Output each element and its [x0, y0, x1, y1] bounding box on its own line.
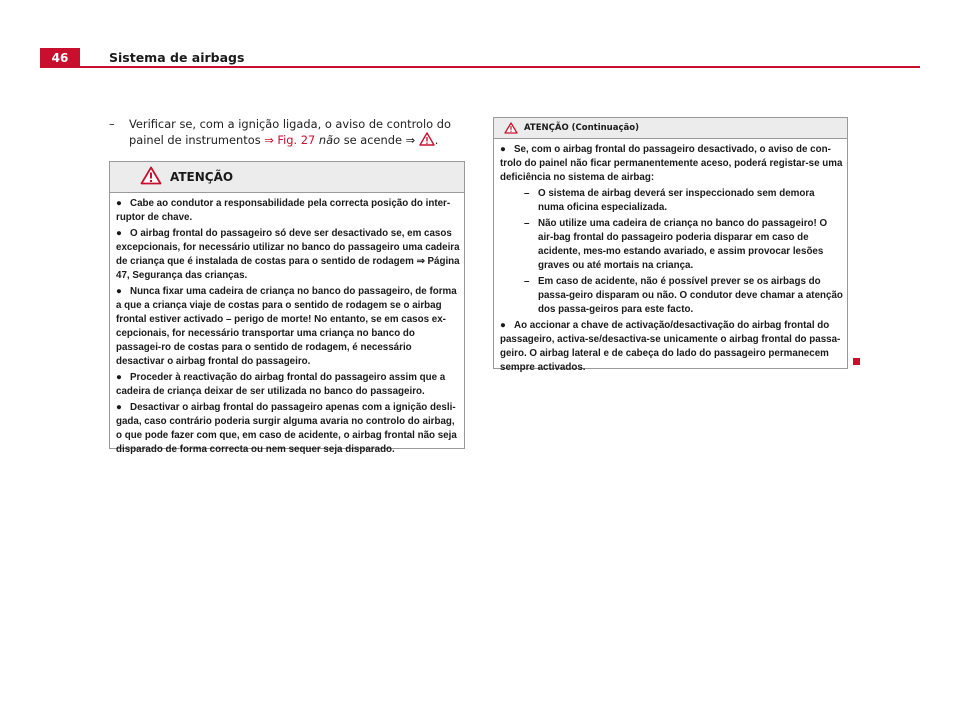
warning-subitem: [500, 217, 843, 273]
warning-item-text: Proceder à reactivação do airbag frontal do passageiro assim que a cadeira de criança deixar de ser utilizada no banco do passageiro.: [116, 372, 446, 397]
end-of-section-marker: [853, 358, 860, 365]
warning-item-text: Se, com o airbag frontal do passageiro desactivado, o aviso de con-trolo do painel não ficar permanentemente aceso, poderá registar-se uma deficiência no sistema de airbag:: [500, 144, 843, 183]
warning-item: [116, 227, 460, 283]
bullet: ●: [116, 198, 122, 209]
warning-subitem-text: Em caso de acidente, não é possível prever se os airbags do passa-geiro disparam ou não. O condutor deve chamar a atenção dos passa-geiros para este facto.: [538, 276, 843, 315]
page-number: 46: [40, 48, 80, 68]
warning-item: [500, 319, 843, 375]
warning-box-left: [109, 161, 465, 455]
intro-text: [129, 116, 465, 150]
warning-subitem-text: Não utilize uma cadeira de criança no banco do passageiro! O air-bag frontal do passageiro poderia disparar em caso de acidente, mes-mo estando avariado, e assim provocar lesões graves ou até mortais na criança.: [538, 218, 828, 271]
warning-item: [116, 371, 460, 399]
warning-continued-body: [494, 139, 847, 375]
fig-27-link[interactable]: ⇒ Fig. 27: [264, 133, 316, 147]
sub-dash: –: [524, 276, 530, 287]
warning-title: ATENÇÃO: [170, 170, 234, 184]
bullet: ●: [116, 402, 122, 413]
warning-box-header: [110, 162, 464, 193]
child-safety-page-link[interactable]: ⇒ Página 47, Segurança das crianças: [116, 256, 460, 281]
warning-continued-title: ATENÇÃO (Continuação): [524, 123, 639, 133]
warning-item-text: Desactivar o airbag frontal do passageiro apenas com a ignição desli-gada, caso contrário poderia surgir alguma avaria no controlo do airbag, o que pode fazer com que, em caso de acidente, o airbag frontal não seja disparado de forma correcta ou nem sequer seja disparado.: [116, 402, 457, 455]
warning-item-text: Cabe ao condutor a responsabilidade pela correcta posição do inter-ruptor de chave.: [116, 198, 451, 223]
warning-item-period: .: [244, 270, 248, 281]
sub-dash: –: [524, 188, 530, 199]
warning-subitem-text: O sistema de airbag deverá ser inspeccionado sem demora numa oficina especializada.: [538, 188, 815, 213]
warning-box-continued: [493, 117, 848, 373]
section-title: Sistema de airbags: [109, 50, 245, 65]
warning-triangle-icon: [140, 166, 162, 189]
intro-instruction: [109, 116, 465, 150]
intro-emphasis: não: [318, 133, 341, 147]
bullet: ●: [500, 320, 506, 331]
warning-triangle-icon[interactable]: [419, 132, 435, 150]
warning-item: [116, 197, 460, 225]
warning-item-text: Ao accionar a chave de activação/desactivação do airbag frontal do passageiro, activa-se/desactiva-se unicamente o airbag frontal do passa-geiro. O airbag lateral e de cabeça do lado do passageiro permanecem sempre activados.: [500, 320, 841, 373]
warning-item: [500, 143, 843, 185]
intro-period: .: [434, 133, 439, 147]
intro-dash: –: [109, 117, 115, 131]
header-rule: [40, 66, 920, 68]
warning-item-text: Nunca fixar uma cadeira de criança no banco do passageiro, de forma a que a criança viaje de costas para o sentido de rodagem se o airbag frontal estiver activado – perigo de morte! No entanto, se em casos ex-cepcionais, for necessário transportar uma criança no banco do passagei-ro de costas para o sentido de rodagem, é necessário desactivar o airbag frontal do passageiro.: [116, 286, 457, 367]
warning-subitem: [500, 275, 843, 317]
bullet: ●: [116, 228, 122, 239]
warning-continued-header: [494, 118, 847, 139]
bullet: ●: [500, 144, 506, 155]
warning-item: [116, 285, 460, 369]
warning-item: [116, 401, 460, 457]
bullet: ●: [116, 372, 122, 383]
warning-subitem: [500, 187, 843, 215]
warning-item-text: O airbag frontal do passageiro só deve ser desactivado se, em casos excepcionais, for necessário utilizar no banco do passageiro uma cadeira de criança que é instalada de costas para o sentido de rodagem: [116, 228, 460, 267]
intro-text-before: Verificar se, com a ignição ligada, o aviso de controlo do painel de instrumentos: [129, 117, 451, 147]
intro-text-after: se acende ⇒: [340, 133, 419, 147]
warning-triangle-icon: [504, 119, 518, 138]
sub-dash: –: [524, 218, 530, 229]
bullet: ●: [116, 286, 122, 297]
warning-body: [110, 193, 464, 457]
